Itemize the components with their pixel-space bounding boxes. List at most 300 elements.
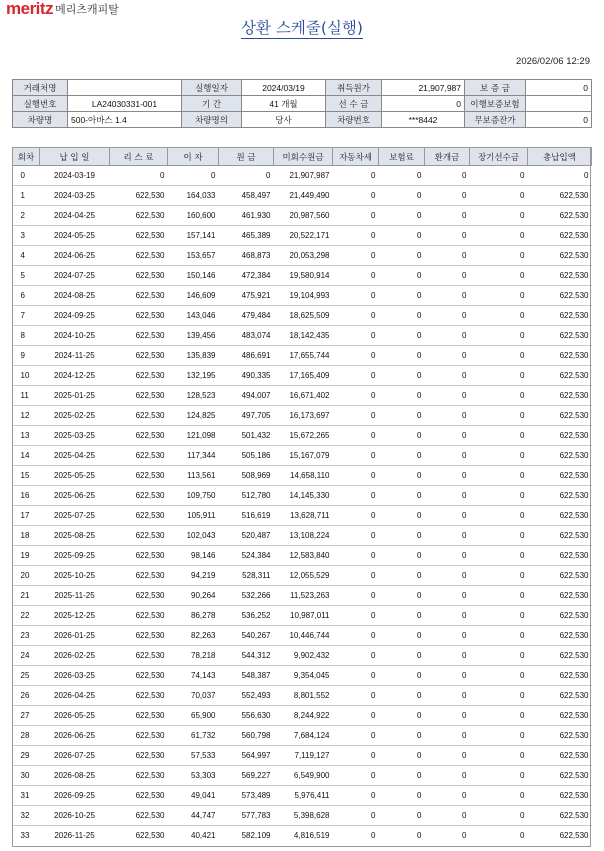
col-insurance-cell: 0 [417, 831, 422, 840]
col-interest-cell: 139,456 [168, 326, 219, 346]
col-long-advance-cell: 0 [470, 566, 528, 586]
schedule-body [13, 166, 592, 846]
print-datetime: 2026/02/06 12:29 [516, 56, 590, 67]
value-car-no: ***8442 [382, 112, 465, 128]
col-unpaid-principal-cell: 17,655,744 [274, 346, 333, 366]
col-round-cell: 13 [13, 426, 40, 446]
col-principal-cell: 540,267 [219, 626, 274, 646]
col-total-payment-cell: 622,530 [528, 666, 592, 686]
col-insurance-cell: 0 [379, 386, 425, 406]
col-principal-cell: 532,266 [219, 586, 274, 606]
col-principal-cell: 475,921 [219, 286, 274, 306]
col-refund-cell: 0 [425, 426, 470, 446]
col-total-payment-cell: 622,530 [528, 646, 592, 666]
col-lease-fee-cell: 622,530 [110, 246, 168, 266]
col-principal-cell: 505,186 [219, 446, 274, 466]
contract-info-table [12, 79, 592, 128]
col-long-advance-cell: 0 [470, 166, 528, 186]
col-interest-cell: 109,750 [168, 486, 219, 506]
col-round-cell: 10 [13, 366, 40, 386]
col-unpaid-principal-cell: 8,244,922 [274, 706, 333, 726]
col-long-advance-cell: 0 [470, 746, 528, 766]
col-insurance-cell: 0 [379, 466, 425, 486]
col-refund-cell: 0 [425, 166, 470, 186]
col-insurance-cell: 0 [379, 786, 425, 806]
col-principal-cell: 472,384 [219, 266, 274, 286]
col-unpaid-principal-cell: 9,354,045 [274, 666, 333, 686]
col-unpaid-principal-cell: 21,449,490 [274, 186, 333, 206]
value-term: 41 개월 [242, 96, 326, 112]
col-pay-date-cell: 2026-11-25 [54, 831, 95, 840]
col-principal-cell: 490,335 [219, 366, 274, 386]
col-car-tax-cell: 0 [333, 626, 379, 646]
col-interest-cell: 135,839 [168, 346, 219, 366]
col-unpaid-principal-cell: 12,583,840 [274, 546, 333, 566]
table-row [13, 426, 592, 446]
col-principal-cell: 582,109 [241, 831, 271, 840]
col-refund-cell: 0 [425, 726, 470, 746]
col-car-tax-cell: 0 [333, 206, 379, 226]
schedule-header-row [13, 148, 592, 166]
col-car-tax-cell: 0 [333, 386, 379, 406]
col-insurance-cell: 0 [379, 546, 425, 566]
col-pay-date-cell: 2026-08-25 [40, 766, 110, 786]
col-lease-fee-cell: 622,530 [110, 526, 168, 546]
col-pay-date-cell: 2025-06-25 [40, 486, 110, 506]
col-round-cell: 6 [13, 286, 40, 306]
col-principal-cell: 552,493 [219, 686, 274, 706]
col-long-advance-cell: 0 [470, 246, 528, 266]
col-pay-date-cell: 2025-11-25 [40, 586, 110, 606]
col-round-cell: 22 [13, 606, 40, 626]
col-unpaid-principal-cell: 7,684,124 [274, 726, 333, 746]
col-long-advance-cell: 0 [470, 706, 528, 726]
col-car-tax-header: 자동차세 [333, 148, 379, 166]
col-interest-cell: 86,278 [168, 606, 219, 626]
col-insurance-cell: 0 [379, 606, 425, 626]
col-total-payment-cell: 622,530 [528, 706, 592, 726]
col-unpaid-principal-cell: 5,398,628 [274, 806, 333, 826]
col-refund-cell: 0 [425, 526, 470, 546]
col-pay-date-cell: 2025-04-25 [40, 446, 110, 466]
col-car-tax-cell: 0 [333, 546, 379, 566]
col-refund-cell: 0 [425, 666, 470, 686]
col-car-tax-cell: 0 [333, 806, 379, 826]
table-row [13, 406, 592, 426]
col-total-payment-cell: 622,530 [528, 806, 592, 826]
col-car-tax-cell: 0 [333, 486, 379, 506]
col-long-advance-cell: 0 [470, 426, 528, 446]
col-principal-cell: 560,798 [219, 726, 274, 746]
table-row [13, 346, 592, 366]
col-round-cell: 25 [13, 666, 40, 686]
col-car-tax-cell: 0 [333, 766, 379, 786]
col-long-advance-cell: 0 [470, 186, 528, 206]
col-total-payment-header: 총납입액 [528, 148, 592, 166]
col-long-advance-cell: 0 [470, 206, 528, 226]
col-long-advance-cell: 0 [470, 446, 528, 466]
table-row [13, 826, 592, 846]
col-principal-cell: 483,074 [219, 326, 274, 346]
col-interest-cell: 160,600 [168, 206, 219, 226]
col-interest-cell: 143,046 [168, 306, 219, 326]
col-total-payment-cell: 622,530 [528, 786, 592, 806]
table-row [13, 266, 592, 286]
col-principal-cell: 512,780 [219, 486, 274, 506]
col-lease-fee-cell: 622,530 [110, 706, 168, 726]
col-total-payment-cell: 622,530 [528, 566, 592, 586]
col-interest-cell: 102,043 [168, 526, 219, 546]
col-insurance-cell: 0 [379, 446, 425, 466]
col-insurance-cell: 0 [379, 686, 425, 706]
col-round-cell: 29 [13, 746, 40, 766]
col-interest-cell: 150,146 [168, 266, 219, 286]
col-round-cell: 2 [13, 206, 40, 226]
col-pay-date-cell: 2025-03-25 [40, 426, 110, 446]
col-refund-cell: 0 [425, 386, 470, 406]
col-unpaid-principal-cell: 20,987,560 [274, 206, 333, 226]
col-car-tax-cell: 0 [333, 466, 379, 486]
col-insurance-cell: 0 [379, 726, 425, 746]
col-unpaid-principal-cell: 12,055,529 [274, 566, 333, 586]
col-unpaid-principal-cell: 14,145,330 [274, 486, 333, 506]
col-principal-cell: 524,384 [219, 546, 274, 566]
col-pay-date-cell: 2026-04-25 [40, 686, 110, 706]
col-insurance-cell: 0 [379, 266, 425, 286]
col-unpaid-principal-cell: 10,446,744 [274, 626, 333, 646]
table-row [13, 286, 592, 306]
col-insurance-cell: 0 [379, 486, 425, 506]
col-total-payment-cell: 622,530 [528, 406, 592, 426]
col-lease-fee-cell: 622,530 [110, 426, 168, 446]
table-row [13, 326, 592, 346]
col-interest-cell: 113,561 [168, 466, 219, 486]
col-long-advance-cell: 0 [470, 686, 528, 706]
col-round-cell: 5 [13, 266, 40, 286]
col-lease-fee-cell: 622,530 [110, 406, 168, 426]
col-pay-date-cell: 2024-08-25 [40, 286, 110, 306]
table-row [13, 306, 592, 326]
col-unpaid-principal-cell: 8,801,552 [274, 686, 333, 706]
col-interest-cell: 105,911 [168, 506, 219, 526]
col-total-payment-cell: 622,530 [528, 266, 592, 286]
col-long-advance-cell: 0 [470, 366, 528, 386]
table-row [13, 746, 592, 766]
col-long-advance-cell: 0 [470, 506, 528, 526]
value-car-owner: 당사 [242, 112, 326, 128]
col-insurance-cell: 0 [379, 366, 425, 386]
col-interest-cell: 128,523 [168, 386, 219, 406]
col-interest-cell: 153,657 [168, 246, 219, 266]
label-residual: 무보증잔가 [465, 112, 526, 128]
label-car-no: 차량번호 [326, 112, 382, 128]
col-pay-date-cell: 2026-06-25 [40, 726, 110, 746]
col-lease-fee-cell: 622,530 [110, 286, 168, 306]
col-car-tax-cell: 0 [333, 226, 379, 246]
col-unpaid-principal-cell: 9,902,432 [274, 646, 333, 666]
col-refund-cell: 0 [425, 606, 470, 626]
col-insurance-cell: 0 [379, 346, 425, 366]
col-unpaid-principal-cell: 11,523,263 [274, 586, 333, 606]
col-interest-cell: 121,098 [168, 426, 219, 446]
col-long-advance-cell: 0 [470, 306, 528, 326]
col-unpaid-principal-cell: 15,167,079 [274, 446, 333, 466]
col-car-tax-cell: 0 [333, 446, 379, 466]
col-pay-date-cell: 2026-01-25 [40, 626, 110, 646]
table-row [13, 586, 592, 606]
col-pay-date-cell: 2026-10-25 [40, 806, 110, 826]
col-principal-cell: 508,969 [219, 466, 274, 486]
col-insurance-cell: 0 [379, 766, 425, 786]
col-total-payment-cell: 622,530 [528, 726, 592, 746]
col-round-cell: 27 [13, 706, 40, 726]
col-principal-cell: 501,432 [219, 426, 274, 446]
col-lease-fee-cell: 622,530 [110, 346, 168, 366]
table-row [13, 546, 592, 566]
col-insurance-cell: 0 [379, 586, 425, 606]
col-car-tax-cell: 0 [333, 246, 379, 266]
col-principal-cell: 544,312 [219, 646, 274, 666]
col-principal-cell: 520,487 [219, 526, 274, 546]
col-long-advance-header: 장기선수금 [470, 148, 528, 166]
col-car-tax-cell: 0 [333, 266, 379, 286]
col-total-payment-cell: 0 [528, 166, 592, 186]
col-insurance-cell: 0 [379, 646, 425, 666]
col-refund-header: 환개금 [425, 148, 470, 166]
col-long-advance-cell: 0 [470, 466, 528, 486]
col-insurance-cell: 0 [379, 326, 425, 346]
col-car-tax-cell: 0 [333, 346, 379, 366]
table-row [13, 226, 592, 246]
col-pay-date-cell: 2024-03-25 [40, 186, 110, 206]
col-lease-fee-cell: 622,530 [110, 746, 168, 766]
page-title: 상환 스케줄(실행) [241, 19, 363, 37]
col-lease-fee-cell: 622,530 [110, 546, 168, 566]
value-residual: 0 [526, 112, 592, 128]
col-round-cell: 12 [13, 406, 40, 426]
label-exec-no: 실행번호 [13, 96, 68, 112]
info-row [13, 96, 592, 112]
col-total-payment-cell: 622,530 [528, 386, 592, 406]
label-acq-price: 취득원가 [326, 80, 382, 96]
col-insurance-cell: 0 [379, 186, 425, 206]
col-long-advance-cell: 0 [470, 326, 528, 346]
table-row [13, 366, 592, 386]
value-acq-price: 21,907,987 [382, 80, 465, 96]
col-insurance-cell: 0 [379, 506, 425, 526]
col-principal-cell: 577,783 [219, 806, 274, 826]
col-car-tax-cell: 0 [333, 706, 379, 726]
col-total-payment-cell: 622,530 [528, 306, 592, 326]
col-unpaid-principal-cell: 13,628,711 [274, 506, 333, 526]
table-row [13, 686, 592, 706]
col-round-cell: 7 [13, 306, 40, 326]
col-car-tax-cell: 0 [333, 586, 379, 606]
col-pay-date-cell: 2025-08-25 [40, 526, 110, 546]
col-principal-header: 원 금 [219, 148, 274, 166]
col-car-tax-cell: 0 [333, 326, 379, 346]
col-unpaid-principal-cell: 4,816,519 [293, 831, 330, 840]
col-unpaid-principal-cell: 16,173,697 [274, 406, 333, 426]
col-refund-cell: 0 [425, 686, 470, 706]
col-unpaid-principal-cell: 19,104,993 [274, 286, 333, 306]
col-refund-cell: 0 [425, 566, 470, 586]
col-car-tax-cell: 0 [333, 406, 379, 426]
col-lease-fee-cell: 622,530 [110, 606, 168, 626]
col-interest-cell: 40,421 [191, 831, 216, 840]
col-lease-fee-cell: 0 [110, 166, 168, 186]
col-car-tax-cell: 0 [333, 786, 379, 806]
col-round-cell: 33 [20, 831, 30, 840]
value-customer [68, 80, 182, 96]
col-insurance-header: 보험료 [379, 148, 425, 166]
table-row [13, 726, 592, 746]
col-pay-date-cell: 2024-10-25 [40, 326, 110, 346]
logo-brand-korean: 메리츠캐피탈 [55, 3, 119, 16]
col-car-tax-cell: 0 [333, 646, 379, 666]
col-unpaid-principal-cell: 14,658,110 [274, 466, 333, 486]
label-customer: 거래처명 [13, 80, 68, 96]
col-lease-fee-cell: 622,530 [110, 386, 168, 406]
col-total-payment-cell: 622,530 [528, 606, 592, 626]
col-long-advance-cell: 0 [520, 831, 525, 840]
col-lease-fee-cell: 622,530 [110, 446, 168, 466]
table-row [13, 466, 592, 486]
col-refund-cell: 0 [425, 266, 470, 286]
col-refund-cell: 0 [425, 326, 470, 346]
col-pay-date-cell: 2025-07-25 [40, 506, 110, 526]
col-long-advance-cell: 0 [470, 546, 528, 566]
col-unpaid-principal-cell: 20,522,171 [274, 226, 333, 246]
col-insurance-cell: 0 [379, 246, 425, 266]
col-lease-fee-cell: 622,530 [110, 466, 168, 486]
col-pay-date-cell: 2024-07-25 [40, 266, 110, 286]
col-refund-cell: 0 [425, 626, 470, 646]
col-pay-date-cell: 2024-09-25 [40, 306, 110, 326]
col-unpaid-principal-cell: 10,987,011 [274, 606, 333, 626]
col-lease-fee-cell: 622,530 [110, 586, 168, 606]
col-lease-fee-cell: 622,530 [110, 666, 168, 686]
col-insurance-cell: 0 [379, 566, 425, 586]
col-total-payment-cell: 622,530 [528, 746, 592, 766]
col-round-cell: 11 [13, 386, 40, 406]
col-round-cell: 0 [13, 166, 40, 186]
col-lease-fee-cell: 622,530 [110, 726, 168, 746]
col-pay-date-header: 납 입 일 [40, 148, 110, 166]
col-interest-cell: 0 [168, 166, 219, 186]
col-interest-cell: 94,219 [168, 566, 219, 586]
col-pay-date-cell: 2024-05-25 [40, 226, 110, 246]
col-insurance-cell: 0 [379, 226, 425, 246]
col-refund-cell: 0 [425, 766, 470, 786]
col-round-header: 회차 [13, 148, 40, 166]
col-principal-cell: 516,619 [219, 506, 274, 526]
value-car-model: 500-아바스 1.4 [68, 112, 182, 128]
col-insurance-cell: 0 [379, 286, 425, 306]
col-unpaid-principal-cell: 20,053,298 [274, 246, 333, 266]
value-advance: 0 [382, 96, 465, 112]
col-insurance-cell: 0 [379, 166, 425, 186]
col-long-advance-cell: 0 [470, 766, 528, 786]
col-interest-cell: 44,747 [168, 806, 219, 826]
table-row [13, 786, 592, 806]
col-pay-date-cell: 2024-12-25 [40, 366, 110, 386]
value-deposit: 0 [526, 80, 592, 96]
col-principal-cell: 548,387 [219, 666, 274, 686]
label-transfer-insurance: 이행보증보험 [465, 96, 526, 112]
table-row [13, 506, 592, 526]
table-row [13, 706, 592, 726]
col-total-payment-cell: 622,530 [528, 426, 592, 446]
col-round-cell: 19 [13, 546, 40, 566]
col-principal-cell: 497,705 [219, 406, 274, 426]
col-refund-cell: 0 [425, 466, 470, 486]
col-unpaid-principal-cell: 13,108,224 [274, 526, 333, 546]
col-lease-fee-cell: 622,530 [110, 786, 168, 806]
col-unpaid-principal-cell: 7,119,127 [274, 746, 333, 766]
col-refund-cell: 0 [425, 546, 470, 566]
col-interest-cell: 157,141 [168, 226, 219, 246]
col-round-cell: 32 [13, 806, 40, 826]
col-refund-cell: 0 [425, 646, 470, 666]
col-unpaid-principal-cell: 6,549,900 [274, 766, 333, 786]
col-unpaid-principal-cell: 21,907,987 [274, 166, 333, 186]
col-total-payment-cell: 622,530 [528, 466, 592, 486]
col-total-payment-cell: 622,530 [559, 831, 589, 840]
table-row [13, 166, 592, 186]
col-long-advance-cell: 0 [470, 526, 528, 546]
table-row [13, 806, 592, 826]
col-round-cell: 15 [13, 466, 40, 486]
col-refund-cell: 0 [462, 831, 467, 840]
col-round-cell: 18 [13, 526, 40, 546]
col-unpaid-principal-cell: 17,165,409 [274, 366, 333, 386]
col-refund-cell: 0 [425, 346, 470, 366]
col-unpaid-principal-cell: 15,672,265 [274, 426, 333, 446]
col-refund-cell: 0 [425, 286, 470, 306]
col-total-payment-cell: 622,530 [528, 526, 592, 546]
label-car-owner: 차량명의 [182, 112, 242, 128]
col-unpaid-principal-header: 미회수원금 [274, 148, 333, 166]
table-row [13, 246, 592, 266]
col-pay-date-cell: 2025-05-25 [40, 466, 110, 486]
col-lease-fee-cell: 622,530 [110, 686, 168, 706]
col-principal-cell: 0 [219, 166, 274, 186]
table-row [13, 666, 592, 686]
col-round-cell: 1 [13, 186, 40, 206]
col-interest-cell: 53,303 [168, 766, 219, 786]
col-refund-cell: 0 [425, 446, 470, 466]
col-refund-cell: 0 [425, 506, 470, 526]
col-lease-fee-cell: 622,530 [110, 566, 168, 586]
col-principal-cell: 486,691 [219, 346, 274, 366]
col-interest-cell: 65,900 [168, 706, 219, 726]
label-exec-date: 실행일자 [182, 80, 242, 96]
table-row [13, 626, 592, 646]
col-round-cell: 31 [13, 786, 40, 806]
col-lease-fee-cell: 622,530 [110, 226, 168, 246]
col-insurance-cell: 0 [379, 666, 425, 686]
col-total-payment-cell: 622,530 [528, 206, 592, 226]
value-exec-no: LA24030331-001 [68, 96, 182, 112]
col-principal-cell: 564,997 [219, 746, 274, 766]
label-term: 기 간 [182, 96, 242, 112]
col-pay-date-cell: 2026-05-25 [40, 706, 110, 726]
col-insurance-cell: 0 [379, 806, 425, 826]
col-round-cell: 23 [13, 626, 40, 646]
col-interest-cell: 90,264 [168, 586, 219, 606]
col-lease-fee-cell: 622,530 [110, 646, 168, 666]
